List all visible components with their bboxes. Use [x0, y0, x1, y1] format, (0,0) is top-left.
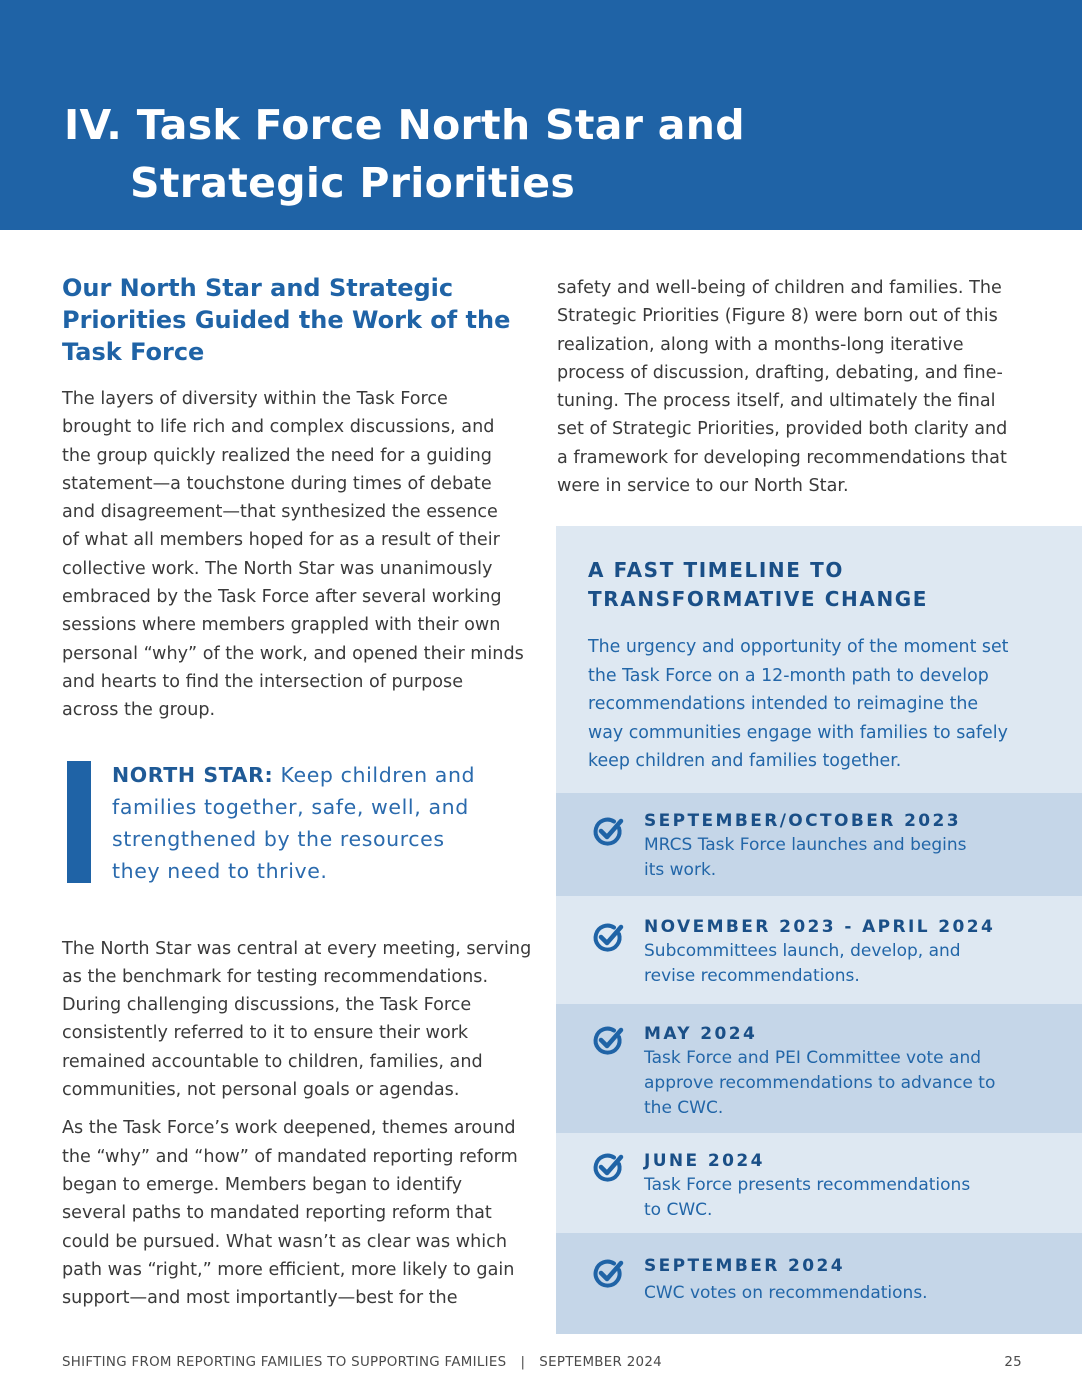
timeline-item — [556, 793, 1082, 896]
timeline-text — [644, 1173, 1082, 1223]
footer-separator: | — [520, 1355, 526, 1370]
text-line: began to emerge. Members began to identify — [62, 1174, 463, 1195]
page-footer — [62, 1355, 1022, 1370]
timeline-item — [556, 1004, 1082, 1133]
text-line: support—and most importantly—best for the — [62, 1288, 458, 1309]
callout-line: they need to thrive. — [112, 858, 328, 883]
check-circle-icon — [592, 815, 624, 847]
footer-report-title: SHIFTING FROM REPORTING FAMILIES TO SUPPORTING FAMILIES — [62, 1355, 507, 1370]
text-line: the Task Force on a 12-month path to develop — [588, 665, 989, 686]
text-line: a framework for developing recommendations that — [557, 447, 1007, 468]
page-title-line-1: IV. Task Force North Star and — [64, 101, 745, 149]
text-line: way communities engage with families to safely — [588, 722, 1008, 743]
text-line: the “why” and “how” of mandated reporting reform — [62, 1146, 518, 1167]
text-line: keep children and families together. — [588, 751, 902, 771]
text-line: CWC votes on recommendations. — [644, 1283, 928, 1303]
timeline-text — [644, 939, 1082, 989]
north-star-paragraph — [62, 935, 530, 1105]
timeline-title-line: TRANSFORMATIVE CHANGE — [588, 587, 929, 611]
right-column — [557, 274, 1027, 500]
timeline-text — [644, 833, 1082, 883]
text-line: MRCS Task Force launches and begins — [644, 835, 967, 855]
text-line: The North Star was central at every meeting, serving — [62, 938, 532, 959]
check-circle-icon — [592, 1024, 624, 1056]
footer-date: SEPTEMBER 2024 — [539, 1355, 662, 1370]
page-number: 25 — [1004, 1355, 1022, 1370]
text-line: recommendations intended to reimagine the — [588, 694, 979, 714]
text-line: As the Task Force’s work deepened, themes around — [62, 1118, 516, 1139]
text-line: sessions where members grappled with their own — [62, 615, 501, 636]
timeline-date: SEPTEMBER/OCTOBER 2023 — [644, 811, 961, 831]
left-column — [62, 272, 530, 1312]
timeline-item — [556, 896, 1082, 1004]
text-line: The urgency and opportunity of the moment set — [588, 637, 1009, 657]
text-line: brought to life rich and complex discussions, and — [62, 417, 495, 438]
text-line: across the group. — [62, 700, 216, 721]
timeline-sidebar — [556, 526, 1082, 1334]
callout-line: strengthened by the resources — [112, 826, 445, 851]
text-line: embraced by the Task Force after several working — [62, 587, 502, 608]
text-line: consistently referred to it to ensure their work — [62, 1023, 469, 1044]
timeline-date: JUNE 2024 — [644, 1151, 765, 1171]
timeline-title-line: A FAST TIMELINE TO — [588, 558, 844, 582]
callout-line-text: Keep children and — [273, 762, 476, 787]
timeline-item — [556, 1233, 1082, 1334]
text-line: to CWC. — [644, 1200, 713, 1220]
text-line: Task Force and PEI Committee vote and — [644, 1048, 982, 1068]
text-line: collective work. The North Star was unanimously — [62, 558, 493, 579]
text-line: and disagreement—that synthesized the essence — [62, 502, 498, 523]
north-star-statement — [112, 759, 475, 887]
check-circle-icon — [592, 921, 624, 953]
timeline-date: NOVEMBER 2023 - APRIL 2024 — [644, 917, 996, 937]
text-line: realization, along with a months-long iterative — [557, 334, 964, 355]
text-line: the group quickly realized the need for a guiding — [62, 445, 492, 466]
timeline-title — [588, 556, 1082, 614]
timeline-text — [644, 1281, 1082, 1306]
text-line: remained accountable to children, families, and — [62, 1051, 483, 1072]
continued-paragraph — [557, 274, 1027, 500]
section-heading-line: Task Force — [62, 338, 205, 366]
text-line: tuning. The process itself, and ultimately the final — [557, 391, 996, 412]
text-line: Task Force presents recommendations — [644, 1175, 971, 1195]
text-line: could be pursued. What wasn’t as clear was which — [62, 1231, 507, 1252]
north-star-callout — [62, 761, 530, 887]
header-band — [0, 0, 1082, 230]
check-circle-icon — [592, 1151, 624, 1183]
callout-line — [112, 759, 475, 791]
timeline-date: SEPTEMBER 2024 — [644, 1256, 845, 1276]
check-circle-icon — [592, 1257, 624, 1289]
text-line: Subcommittees launch, develop, and — [644, 941, 961, 961]
section-heading — [62, 272, 530, 368]
text-line: safety and well-being of children and families. The — [557, 278, 1002, 298]
text-line: the CWC. — [644, 1098, 724, 1118]
text-line: statement—a touchstone during times of debate — [62, 473, 492, 494]
text-line: were in service to our North Star. — [557, 476, 849, 497]
text-line: of what all members hoped for as a result of their — [62, 530, 500, 551]
section-heading-line: Our North Star and Strategic — [62, 274, 454, 302]
callout-accent-bar — [67, 761, 91, 883]
text-line: Strategic Priorities (Figure 8) were born out of this — [557, 306, 998, 327]
text-line: set of Strategic Priorities, provided both clarity and — [557, 419, 1008, 440]
text-line: During challenging discussions, the Task Force — [62, 995, 472, 1016]
text-line: several paths to mandated reporting reform that — [62, 1203, 492, 1224]
north-star-label: NORTH STAR: — [112, 762, 274, 787]
text-line: process of discussion, drafting, debating, and fine- — [557, 362, 1003, 383]
callout-line: families together, safe, well, and — [112, 794, 469, 819]
text-line: personal “why” of the work, and opened their minds — [62, 643, 524, 664]
page-title-line-2: Strategic Priorities — [130, 159, 576, 207]
themes-paragraph — [62, 1114, 530, 1312]
text-line: path was “right,” more efficient, more likely to gain — [62, 1259, 515, 1280]
page-title — [64, 96, 745, 212]
text-line: and hearts to find the intersection of purpose — [62, 671, 464, 692]
timeline-intro — [556, 526, 1082, 793]
timeline-date: MAY 2024 — [644, 1024, 758, 1044]
timeline-text — [644, 1046, 1082, 1121]
text-line: communities, not personal goals or agendas. — [62, 1080, 460, 1101]
text-line: approve recommendations to advance to — [644, 1073, 996, 1093]
text-line: as the benchmark for testing recommendations. — [62, 966, 489, 987]
timeline-item — [556, 1133, 1082, 1233]
text-line: revise recommendations. — [644, 966, 860, 986]
intro-paragraph — [62, 385, 530, 725]
text-line: its work. — [644, 860, 717, 880]
section-heading-line: Priorities Guided the Work of the — [62, 306, 511, 334]
text-line: The layers of diversity within the Task Force — [62, 389, 448, 409]
timeline-description — [588, 633, 1082, 776]
